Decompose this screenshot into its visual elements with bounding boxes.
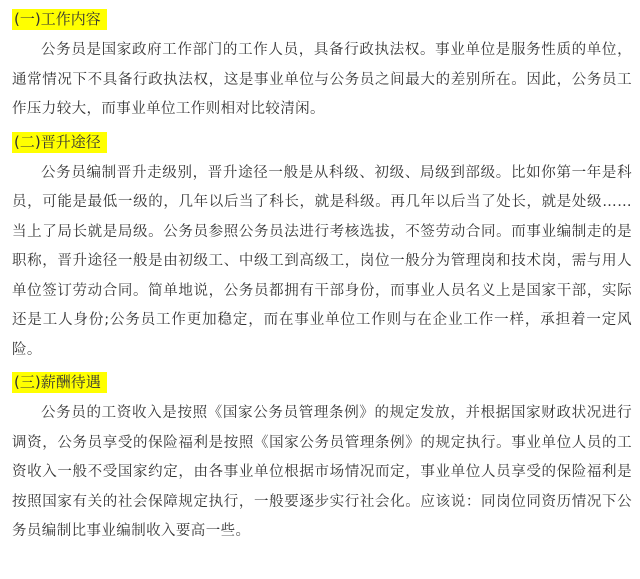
section-heading xyxy=(12,131,632,153)
heading-highlight: (一)工作内容 xyxy=(12,9,107,30)
section-paragraph: 公务员编制晋升走级别，晋升途径一般是从科级、初级、局级到部级。比如你第一年是科员，可能是最低一级的，几年以后当了科长，就是科级。再几年以后当了处长，就是处级……当上了局长就是局级。公务员参照公务员法进行考核选拔，不签劳动合同。而事业编制走的是职称，晋升途径一般是由初级工、中级工到高级工，岗位一般分为管理岗和技术岗，需与用人单位签订劳动合同。简单地说，公务员都拥有干部身份，而事业人员名义上是国家干部，实际还是工人身份;公务员工作更加稳定，而在事业单位工作则与在企业工作一样，承担着一定风险。 xyxy=(12,164,632,358)
section-paragraph: 公务员的工资收入是按照《国家公务员管理条例》的规定发放，并根据国家财政状况进行调资，公务员享受的保险福利是按照《国家公务员管理条例》的规定执行。事业单位人员的工资收入一般不受国家约定，由各事业单位根据市场情况而定，事业单位人员享受的保险福利是按照国家有关的社会保障规定执行，一般要逐步实行社会化。应该说：同岗位同资历情况下公务员编制比事业编制收入要高一些。 xyxy=(12,405,632,539)
heading-highlight: (三)薪酬待遇 xyxy=(12,372,107,393)
heading-highlight: (二)晋升途径 xyxy=(12,132,107,153)
section-heading xyxy=(12,8,632,30)
section-work-content xyxy=(12,8,632,125)
section-paragraph: 公务员是国家政府工作部门的工作人员，具备行政执法权。事业单位是服务性质的单位，通常情况下不具备行政执法权，这是事业单位与公务员之间最大的差别所在。因此，公务员工作压力较大，而事业单位工作则相对比较清闲。 xyxy=(12,42,632,117)
section-promotion-path xyxy=(12,131,632,366)
section-salary-benefits xyxy=(12,371,632,547)
section-heading xyxy=(12,371,632,393)
